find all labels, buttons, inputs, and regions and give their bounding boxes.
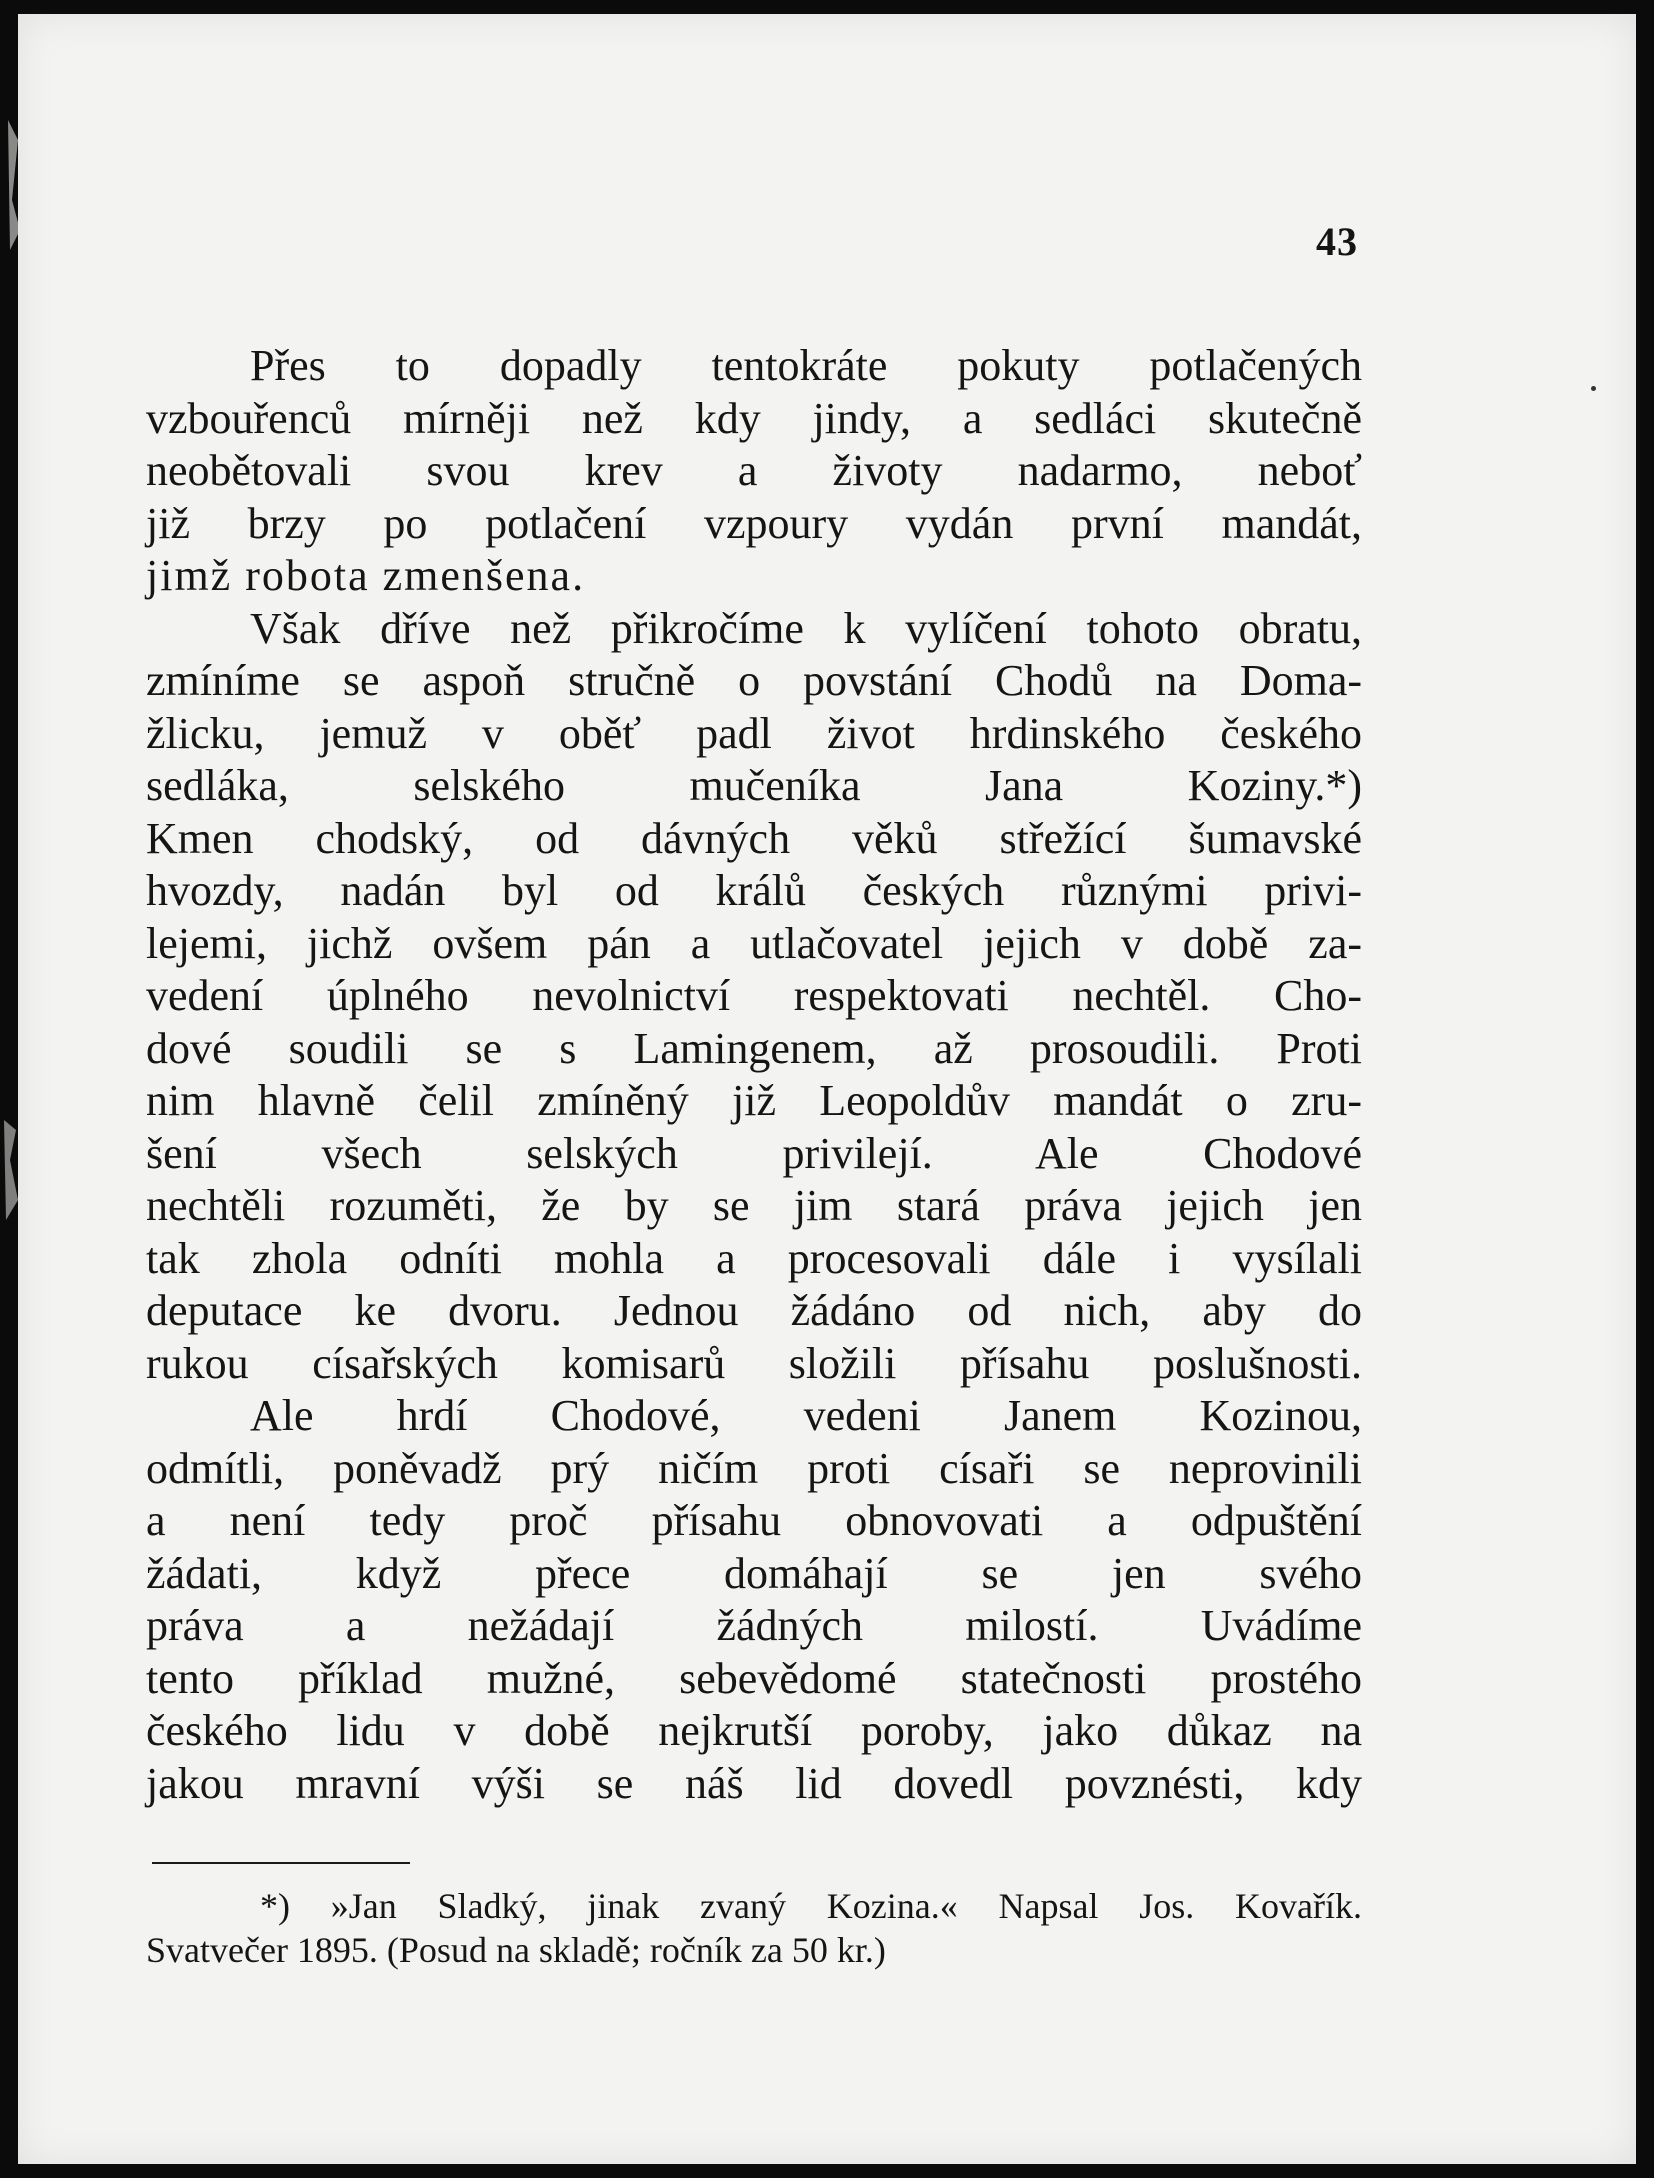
text-line: vedení úplného nevolnictví respektovati nechtěl. Cho- bbox=[146, 971, 1362, 1020]
text-line: práva a nežádají žádných milostí. Uvádíme bbox=[146, 1601, 1362, 1650]
text-line: vzbouřenců mírněji než kdy jindy, a sedláci skutečně bbox=[146, 393, 1362, 443]
text-line: jimž robota zmenšena. bbox=[146, 551, 586, 600]
text-line: šení všech selských privilejí. Ale Chodové bbox=[146, 1128, 1362, 1178]
text-line: Však dříve než přikročíme k vylíčení tohoto obratu, bbox=[250, 603, 1362, 653]
text-line: nim hlavně čelil zmíněný již Leopoldův mandát o zru- bbox=[146, 1076, 1362, 1125]
page-number: 43 bbox=[1316, 219, 1358, 264]
text-line: jakou mravní výši se náš lid dovedl povznésti, kdy bbox=[146, 1758, 1362, 1808]
footnote-line: *) »Jan Sladký, jinak zvaný Kozina.« Napsal Jos. Kovařík. bbox=[260, 1886, 1362, 1926]
text-line: a není tedy proč přísahu obnovovati a odpuštění bbox=[146, 1496, 1362, 1545]
text-line: Ale hrdí Chodové, vedeni Janem Kozinou, bbox=[250, 1391, 1362, 1440]
text-line: Kmen chodský, od dávných věků střežící šumavské bbox=[146, 813, 1362, 863]
text-line: Přes to dopadly tentokráte pokuty potlačených bbox=[250, 341, 1362, 390]
text-line: již brzy po potlačení vzpoury vydán první mandát, bbox=[146, 498, 1362, 548]
footnote-rule bbox=[152, 1862, 410, 1864]
text-line: žádati, když přece domáhají se jen svého bbox=[146, 1548, 1362, 1598]
text-line: hvozdy, nadán byl od králů českých různými privi- bbox=[146, 866, 1362, 915]
text-line: neobětovali svou krev a životy nadarmo, neboť bbox=[146, 446, 1362, 495]
footnotes bbox=[146, 1884, 1362, 1972]
text-line: deputace ke dvoru. Jednou žádáno od nich, aby do bbox=[146, 1286, 1362, 1335]
text-line: tento příklad mužné, sebevědomé statečnosti prostého bbox=[146, 1653, 1362, 1703]
text-line: rukou císařských komisarů složili přísahu poslušnosti. bbox=[146, 1338, 1362, 1388]
text-line: nechtěli rozuměti, že by se jim stará práva jejich jen bbox=[146, 1181, 1362, 1230]
text-line: žlicku, jemuž v oběť padl život hrdinského českého bbox=[146, 708, 1362, 758]
text-line: odmítli, poněvadž prý ničím proti císaři se neprovinili bbox=[146, 1443, 1362, 1493]
text-line: tak zhola odníti mohla a procesovali dále i vysílali bbox=[146, 1233, 1362, 1283]
body-text bbox=[146, 340, 1362, 1810]
text-line: sedláka, selského mučeníka Jana Koziny.*) bbox=[146, 761, 1362, 810]
text-line: dové soudili se s Lamingenem, až prosoudili. Proti bbox=[146, 1023, 1362, 1073]
margin-dot bbox=[1591, 386, 1596, 391]
text-line: lejemi, jichž ovšem pán a utlačovatel jejich v době za- bbox=[146, 918, 1362, 968]
text-line: zmíníme se aspoň stručně o povstání Chodů na Doma- bbox=[146, 656, 1362, 705]
text-line: českého lidu v době nejkrutší poroby, jako důkaz na bbox=[146, 1706, 1362, 1755]
footnote-line: Svatvečer 1895. (Posud na skladě; ročník za 50 kr.) bbox=[146, 1930, 886, 1970]
